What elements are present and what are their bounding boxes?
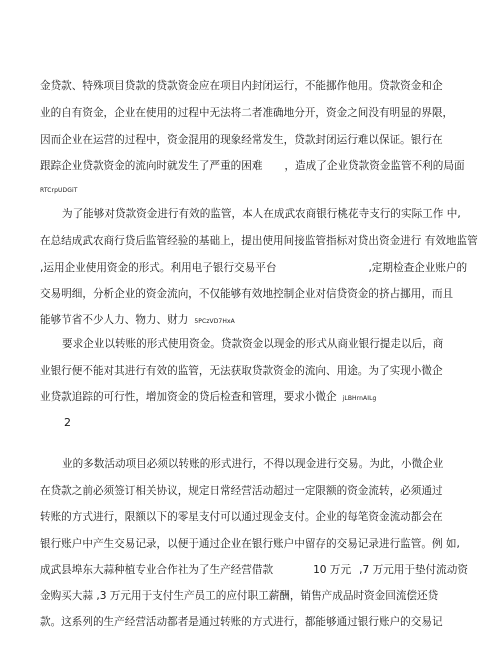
text-segment: 跟踪企业贷款资金的流向时就发生了严重的困难 [40, 160, 263, 172]
text-line: 在贷款之前必须签订相关协议，规定日常经营活动超过一定限额的资金流转，必须通过 [40, 485, 443, 497]
text-line: 金购买大蒜 ,3 万元用于支付生产员工的应付职工薪酬，销售产成品时资金回流偿还贷 [40, 590, 439, 602]
text-line: 要求企业以转账的形式使用资金。贷款资金以现金的形式从商业银行提走以后，商 [62, 338, 444, 350]
code-string: RTCrpUDGiT [40, 187, 78, 194]
text-segment: ，造成了企业贷款资金监管不利的局面 [284, 160, 465, 172]
text-line [40, 159, 465, 173]
text-line [40, 261, 467, 275]
text-line: 为了能够对贷款资金进行有效的监管，本人在成武农商银行桃花寺支行的实际工作 中, [62, 208, 461, 220]
text-line: 金贷款、特殊项目贷款的贷款资金应在项目内封闭运行，不能挪作他用。贷款资金和企 [40, 80, 443, 92]
text-segment: ,运用企业使用资金的形式。利用电子银行交易平台 [40, 262, 277, 274]
code-string: 5PCzVD7HxA [194, 318, 235, 325]
text-line: 业的多数活动项目必须以转账的形式进行，不得以现金进行交易。为此，小微企业 [62, 458, 444, 470]
code-string: jLBHrnAILg [342, 395, 377, 402]
text-line: 银行账户中产生交易记录，以便于通过企业在银行账户中留存的交易记录进行监管。例 如, [40, 538, 460, 550]
text-segment: 能够节省不少人力、物力、财力 [40, 314, 189, 326]
text-line: 业银行便不能对其进行有效的监管，无法获取贷款资金的流向、用途。为了实现小微企 [40, 365, 443, 377]
text-segment: 业贷款追踪的可行性，增加资金的贷后检查和管理，要求小微企 [40, 391, 337, 403]
text-segment: ,定期检查企业账户的 [368, 262, 468, 274]
page-number: 2 [64, 416, 71, 429]
text-line [40, 563, 468, 577]
text-segment: ,7 万元用于垫付流动资 [359, 564, 468, 576]
text-line: 交易明细，分析企业的资金流向，不仅能够有效地控制企业对信贷资金的挤占挪用，而且 [40, 288, 454, 300]
text-line [40, 313, 235, 329]
text-line [40, 390, 376, 406]
text-line: 款。这系列的生产经营活动都者是通过转账的方式进行，都能够通过银行账户的交易记 [40, 616, 443, 628]
text-line: 在总结成武农商行贷后监管经验的基础上，提出使用间接监管指标对贷出资金进行 有效地监管 [40, 235, 478, 247]
text-line: 转账的方式进行，限额以下的零星支付可以通过现金支付。企业的每笔资金流动都会在 [40, 511, 443, 523]
text-line: 因而企业在运营的过程中，资金混用的现象经常发生，贷款封闭运行难以保证。银行在 [40, 134, 443, 146]
text-segment: 成武县埠东大蒜种植专业合作社为了生产经营借款 [40, 564, 274, 576]
text-line: 业的自有资金，企业在使用的过程中无法将二者准确地分开，资金之间没有明显的界限， [40, 107, 454, 119]
text-segment: 10 万元 [313, 564, 352, 576]
